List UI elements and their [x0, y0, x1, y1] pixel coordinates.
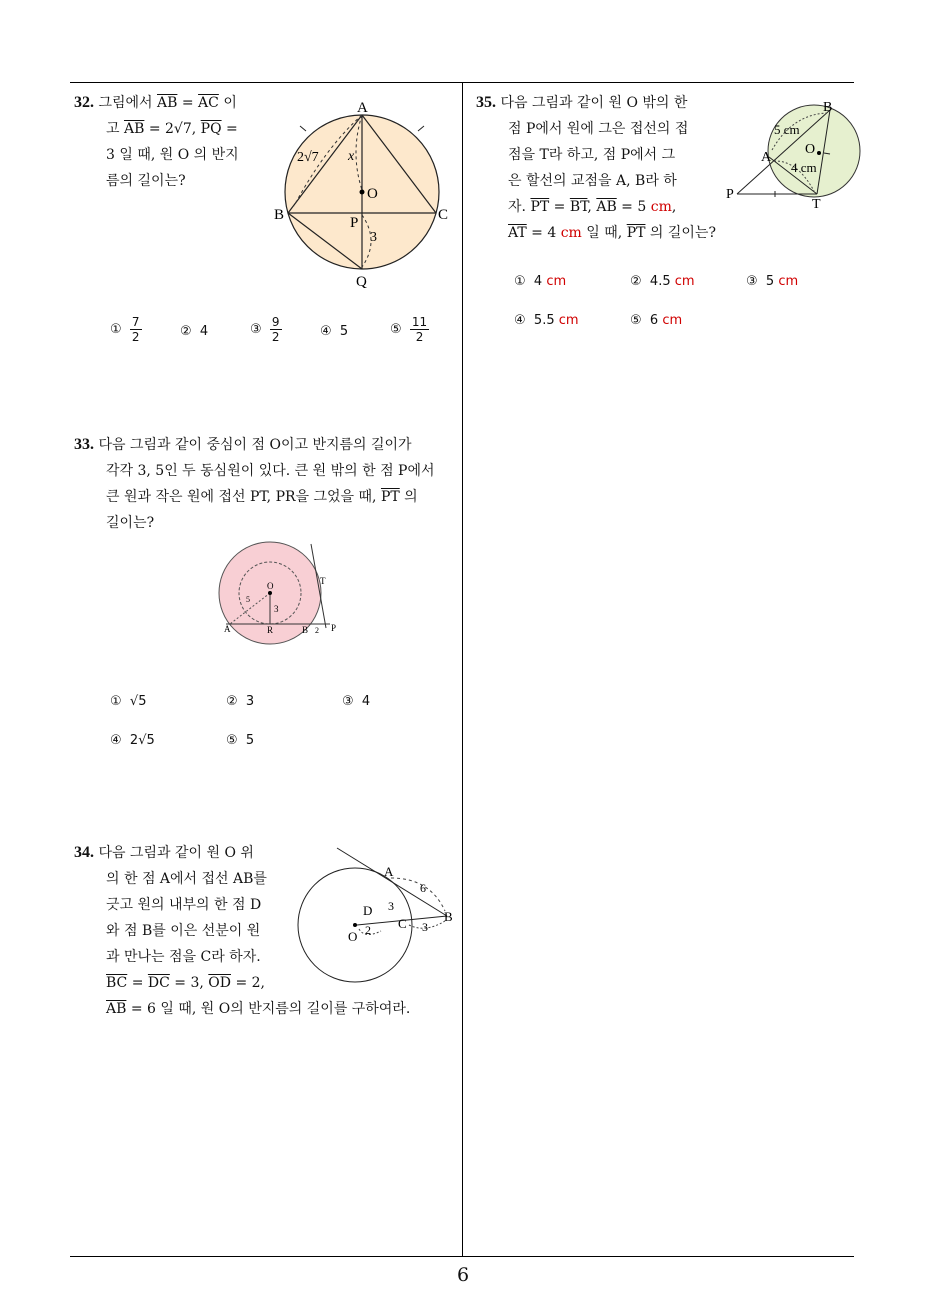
- question-text: =: [221, 121, 238, 137]
- bottom-rule: [70, 1256, 854, 1257]
- segment-at: $\overline{AT}$: [508, 225, 527, 241]
- point-o: [817, 151, 821, 155]
- question-text: 다음 그림과 같이 중심이 점 O이고 반지름의 길이가: [98, 437, 412, 453]
- question-text: 긋고 원의 내부의 한 점 D: [106, 897, 262, 913]
- question-number: 35.: [476, 94, 496, 111]
- question-35: 35. 다음 그림과 같이 원 O 밖의 한 점 P에서 원에 그은 접선의 접 점을 T라 하고, 점 P에서 그 은 할선의 교점을 A, B라 하 자. $\overline{PT} = \overline{BT}$, $\overline{AB} = 5$ cm, $\overline{AT} = 4$ cm 일 때, $\overline{PT}$ 의 길이는?: [476, 90, 736, 246]
- q32-choice-5[interactable]: ⑤ $\frac{11}{2}$: [390, 315, 428, 344]
- label-b: B: [302, 625, 309, 635]
- label-cb: 3: [422, 920, 428, 934]
- label-b: B: [274, 207, 285, 223]
- label-a: A: [224, 624, 231, 634]
- point-o: [353, 923, 357, 927]
- segment-dc: $\overline{DC}$: [147, 975, 170, 991]
- label-o: O: [348, 929, 358, 944]
- q33-choice-5[interactable]: ⑤ 5: [226, 733, 255, 748]
- q34-figure: [295, 843, 460, 983]
- q35-choice-2[interactable]: ② 4.5 cm: [630, 274, 695, 289]
- question-text: 다음 그림과 같이 원 O 밖의 한: [500, 95, 688, 111]
- label-at: 4 cm: [791, 160, 817, 175]
- label-x: x: [348, 149, 355, 164]
- label-o: O: [805, 142, 816, 157]
- segment-bc: $\overline{BC}$: [106, 975, 128, 991]
- label-ab: 6: [420, 881, 426, 895]
- q33-choice-1[interactable]: ① √5: [110, 694, 147, 709]
- dim-ab: [391, 878, 445, 911]
- q35-choice-1[interactable]: ① 4 cm: [514, 274, 567, 289]
- segment-pt: $\overline{PT}$: [626, 225, 646, 241]
- label-a: A: [761, 150, 772, 165]
- question-32: [74, 90, 264, 194]
- label-t: T: [812, 197, 821, 212]
- label-a: A: [357, 100, 368, 116]
- question-number: 32.: [74, 94, 94, 111]
- question-text: 큰 원과 작은 원에 접선 PT, PR을 그었을 때,: [106, 489, 381, 505]
- arc-ab: $\overline{AB}$: [157, 95, 178, 111]
- question-text: 은 할선의 교점을 A, B라 하: [508, 173, 677, 189]
- label-b: B: [444, 909, 453, 924]
- segment-ab: $\overline{AB}$: [123, 121, 145, 137]
- question-text: 의 한 점 A에서 접선 AB를: [106, 871, 267, 887]
- question-text: 고: [106, 121, 124, 137]
- q35-choice-3[interactable]: ③ 5 cm: [746, 274, 799, 289]
- question-text: = 6 일 때, 원 O의 반지름의 길이를 구하여라.: [126, 1001, 411, 1017]
- question-text: 다음 그림과 같이 원 O 위: [98, 845, 254, 861]
- question-text: = 2√7,: [144, 121, 201, 137]
- question-text: 그림에서: [98, 95, 157, 111]
- question-text: 이: [218, 95, 237, 111]
- question-text: 의: [399, 489, 418, 505]
- label-r: R: [267, 625, 274, 635]
- label-od: 2: [365, 923, 371, 937]
- segment-bt: $\overline{BT}$: [569, 199, 588, 215]
- label-c: C: [398, 916, 407, 931]
- question-text: 3 일 때, 원 O 의 반지: [106, 147, 239, 163]
- label-len-pq: 3: [370, 230, 377, 245]
- q35-choice-5[interactable]: ⑤ 6 cm: [630, 313, 683, 328]
- label-pb: 2: [315, 626, 319, 635]
- question-text: 름의 길이는?: [106, 173, 186, 189]
- label-p: P: [331, 623, 337, 633]
- segment-pt: $\overline{PT}$: [530, 199, 550, 215]
- label-b: B: [823, 100, 833, 115]
- label-o: O: [367, 186, 378, 202]
- segment-od: $\overline{OD}$: [208, 975, 231, 991]
- segment-pt: $\overline{PT}$: [380, 489, 400, 505]
- point-o: [360, 190, 365, 195]
- label-len-ab: 2√7: [297, 150, 319, 165]
- question-text: 과 만나는 점을 C라 하자.: [106, 949, 261, 965]
- q33-choice-2[interactable]: ② 3: [226, 694, 255, 709]
- label-ab: 5 cm: [774, 122, 800, 137]
- question-text: 길이는?: [106, 515, 155, 531]
- question-text: 점 P에서 원에 그은 접선의 접: [508, 121, 689, 137]
- q33-choice-4[interactable]: ④ 2√5: [110, 733, 155, 748]
- segment-ab: $\overline{AB}$: [596, 199, 617, 215]
- question-text: 각각 3, 5인 두 동심원이 있다. 큰 원 밖의 한 점 P에서: [106, 463, 435, 479]
- question-number: 34.: [74, 844, 94, 861]
- label-d: D: [363, 903, 373, 918]
- question-text: 점을 T라 하고, 점 P에서 그: [508, 147, 676, 163]
- segment-ab: $\overline{AB}$: [106, 1001, 127, 1017]
- page-number: 6: [456, 1264, 470, 1286]
- equals: =: [177, 95, 199, 111]
- label-r3: 3: [274, 604, 279, 614]
- label-p: P: [350, 215, 359, 231]
- label-q: Q: [356, 274, 367, 288]
- label-t: T: [320, 576, 326, 586]
- label-a: A: [384, 864, 394, 879]
- question-number: 33.: [74, 436, 94, 453]
- q33-choice-3[interactable]: ③ 4: [342, 694, 371, 709]
- q32-figure: [270, 98, 460, 288]
- question-33: [74, 432, 459, 536]
- arc-ac: $\overline{AC}$: [198, 95, 219, 111]
- question-34: 34. 다음 그림과 같이 원 O 위 의 한 점 A에서 접선 AB를 긋고 원의 내부의 한 점 D 와 점 B를 이은 선분이 원 과 만나는 점을 C라 하자. $\overline{BC} = \overline{DC} = 3$, $\overline{OD} = 2$, $\overline{AB} = 6$ 일 때, 원 O의 반지름의 길이를 구하여라.: [74, 840, 459, 1022]
- q32-choice-3[interactable]: ③ $\frac{9}{2}$: [250, 315, 280, 344]
- column-divider: [462, 82, 463, 1256]
- point-o: [268, 591, 272, 595]
- q35-choice-4[interactable]: ④ 5.5 cm: [514, 313, 579, 328]
- label-o: O: [267, 581, 274, 591]
- q32-choice-2[interactable]: ② 4: [180, 324, 209, 339]
- q33-figure: [218, 540, 348, 650]
- segment-pq: $\overline{PQ}$: [200, 121, 222, 137]
- label-p: P: [726, 187, 734, 202]
- q32-choice-4[interactable]: ④ 5: [320, 324, 349, 339]
- tick-mark: [418, 126, 424, 131]
- q35-figure: [722, 95, 862, 215]
- label-c: C: [438, 207, 449, 223]
- question-text: 와 점 B를 이은 선분이 원: [106, 923, 261, 939]
- label-r5: 5: [246, 595, 250, 604]
- tick-mark: [300, 126, 306, 131]
- q32-choice-1[interactable]: ① $\frac{7}{2}$: [110, 315, 140, 344]
- label-db: 3: [388, 899, 394, 913]
